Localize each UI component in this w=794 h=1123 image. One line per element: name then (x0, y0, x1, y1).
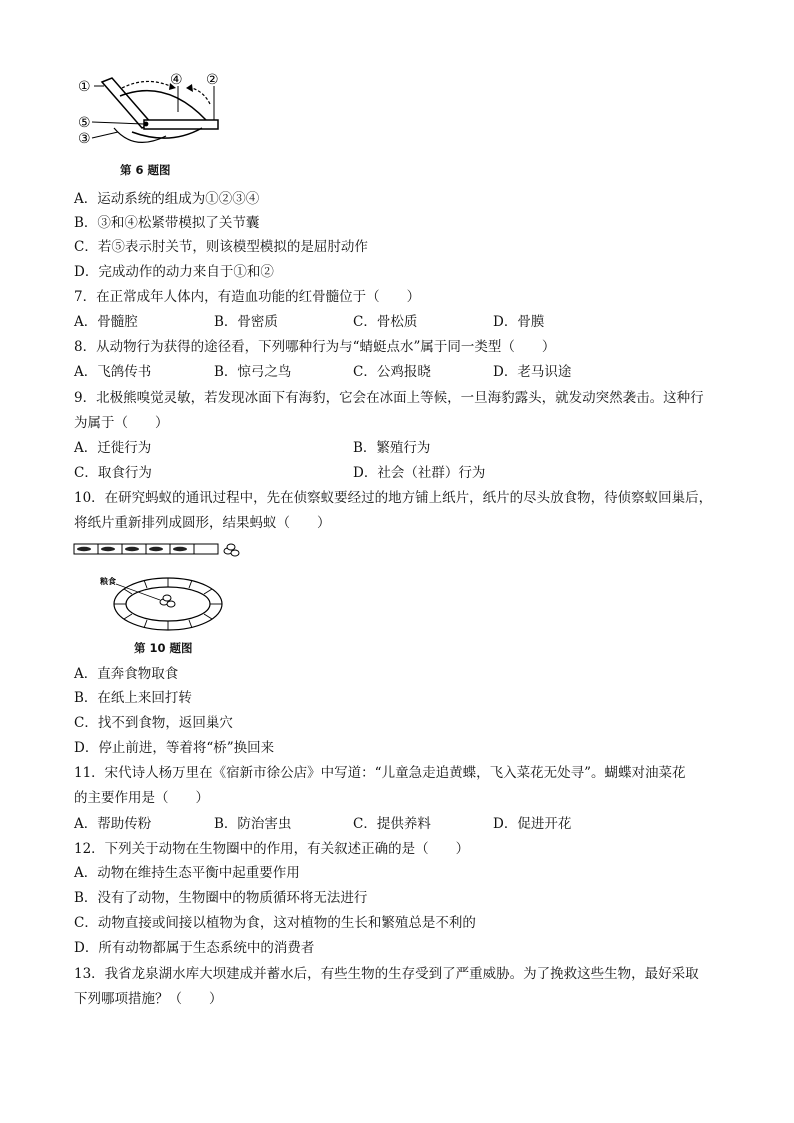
q6-option-d: D．完成动作的动力来自于①和② (74, 264, 274, 280)
q6-option-a: A．运动系统的组成为①②③④ (74, 191, 260, 207)
q7-option-d: D．骨膜 (493, 314, 545, 330)
fig6-label-2: ② (206, 72, 219, 88)
q6-option-c: C．若⑤表示肘关节，则该模型模拟的是屈肘动作 (74, 239, 368, 255)
q13-stem-line1: 13．我省龙泉湖水库大坝建成并蓄水后，有些生物的生存受到了严重威胁。为了挽救这些生物，最好采取 (74, 966, 699, 982)
q8-stem: 8．从动物行为获得的途径看，下列哪种行为与“蜻蜓点水”属于同一类型（ ） (74, 339, 556, 355)
figure-6-diagram (74, 66, 234, 166)
q10-stem-line2: 将纸片重新排列成圆形，结果蚂蚁（ ） (74, 515, 331, 531)
q9-option-d: D．社会（社群）行为 (353, 465, 486, 481)
q12-option-d: D．所有动物都属于生态系统中的消费者 (74, 940, 315, 956)
q7-option-b: B．骨密质 (214, 314, 278, 330)
q13-stem-line2: 下列哪项措施？（ ） (74, 991, 223, 1007)
q9-stem-line1: 9．北极熊嗅觉灵敏，若发现冰面下有海豹，它会在冰面上等候，一旦海豹露头，就发动突然袭击。这种行 (74, 390, 704, 406)
q11-stem-line2: 的主要作用是（ ） (74, 790, 209, 806)
q11-option-a: A．帮助传粉 (74, 816, 152, 832)
q6-option-b: B．③和④松紧带模拟了关节囊 (74, 215, 260, 231)
q7-option-a: A．骨髓腔 (74, 314, 138, 330)
q8-option-b: B．惊弓之鸟 (214, 364, 292, 380)
q12-option-a: A．动物在维持生态平衡中起重要作用 (74, 865, 300, 881)
fig6-label-3: ③ (78, 131, 91, 147)
fig6-label-5: ⑤ (78, 115, 91, 131)
figure-10-diagram (72, 540, 252, 640)
fig6-label-1: ① (78, 79, 91, 95)
q12-stem: 12．下列关于动物在生物圈中的作用，有关叙述正确的是（ ） (74, 841, 470, 857)
q7-stem: 7．在正常成年人体内，有造血功能的红骨髓位于（ ） (74, 289, 421, 305)
fig6-label-4: ④ (170, 72, 183, 88)
q9-stem-line2: 为属于（ ） (74, 415, 169, 431)
q11-option-c: C．提供养料 (353, 816, 431, 832)
figure-10 (72, 540, 252, 658)
figure-6-caption: 第 6 题图 (120, 163, 171, 177)
q10-option-d: D．停止前进，等着将“桥”换回来 (74, 740, 275, 756)
q9-option-c: C．取食行为 (74, 465, 152, 481)
q9-option-a: A．迁徙行为 (74, 440, 152, 456)
q8-option-a: A．飞鸽传书 (74, 364, 152, 380)
q12-option-c: C．动物直接或间接以植物为食，这对植物的生长和繁殖总是不利的 (74, 915, 476, 931)
q7-option-c: C．骨松质 (353, 314, 418, 330)
q11-option-d: D．促进开花 (493, 816, 572, 832)
q8-option-d: D．老马识途 (493, 364, 572, 380)
q11-option-b: B．防治害虫 (214, 816, 292, 832)
q12-option-b: B．没有了动物，生物圈中的物质循环将无法进行 (74, 890, 368, 906)
figure-10-caption: 第 10 题图 (134, 641, 193, 655)
q9-option-b: B．繁殖行为 (353, 440, 431, 456)
q8-option-c: C．公鸡报晓 (353, 364, 431, 380)
q11-stem-line1: 11．宋代诗人杨万里在《宿新市徐公店》中写道：“儿童急走追黄蝶，飞入菜花无处寻”。蝴蝶对油菜花 (74, 765, 686, 781)
q10-option-a: A．直奔食物取食 (74, 666, 179, 682)
figure-6 (74, 66, 234, 178)
fig10-food-label: 粮食 (100, 577, 116, 586)
q10-stem-line1: 10．在研究蚂蚁的通讯过程中，先在侦察蚁要经过的地方铺上纸片，纸片的尽头放食物，待侦察蚁回巢后， (74, 490, 713, 506)
q10-option-c: C．找不到食物，返回巢穴 (74, 715, 233, 731)
q10-option-b: B．在纸上来回打转 (74, 690, 192, 706)
